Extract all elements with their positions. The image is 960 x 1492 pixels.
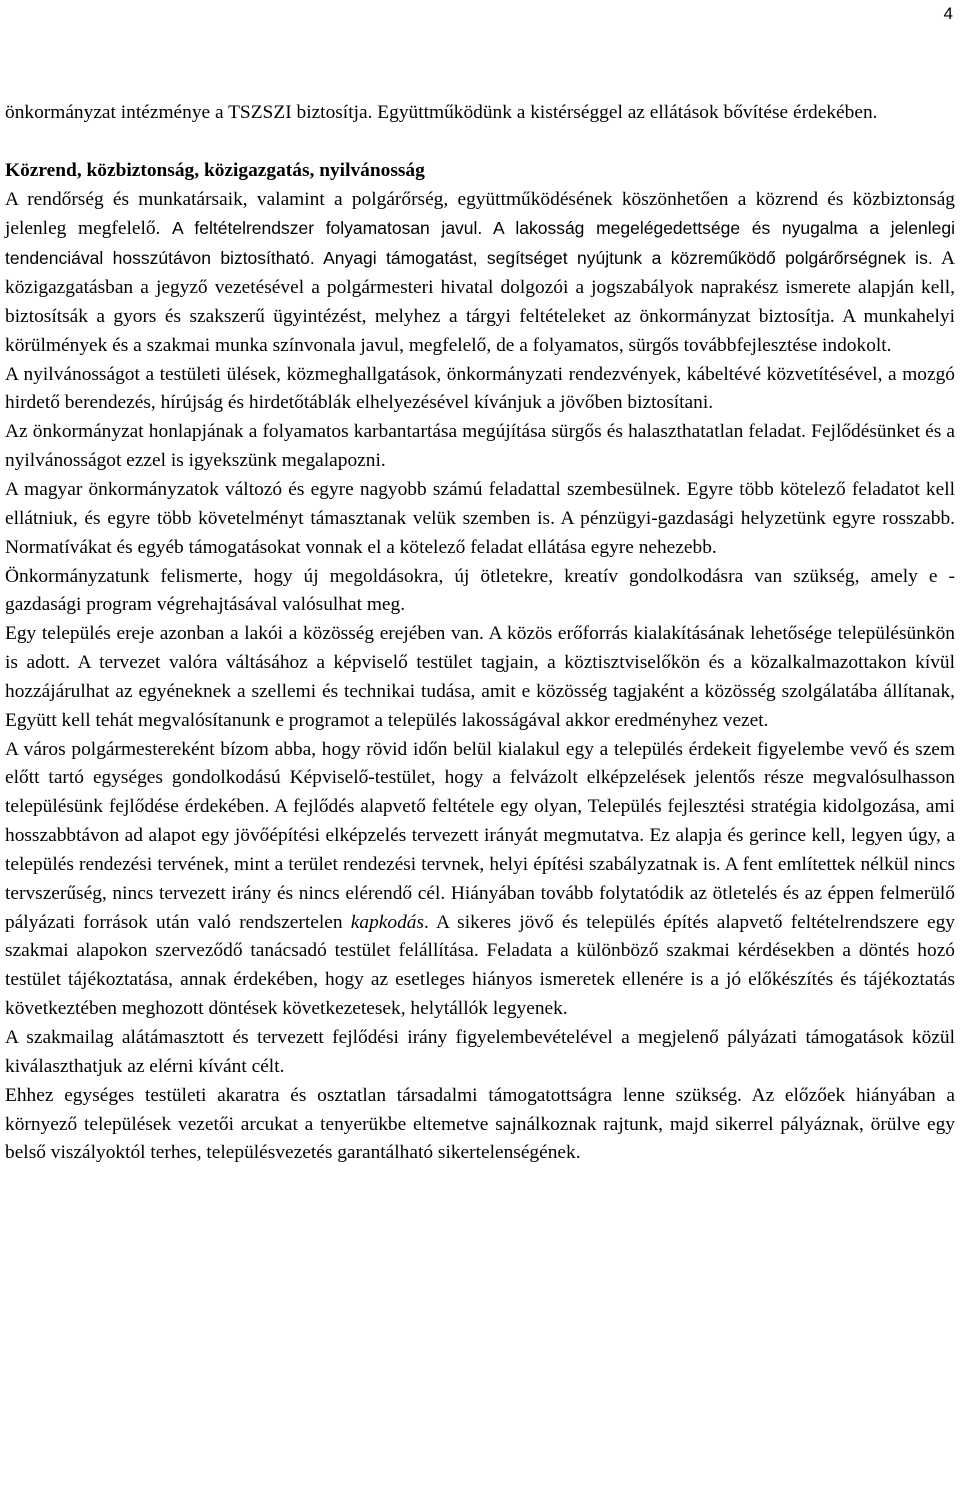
paragraph-public-order <box>5 186 955 361</box>
paragraph-website: Az önkormányzat honlapjának a folyamatos karbantartása megújítása sürgős és halaszthatatlan feladat. Fejlődésünket és a nyilvánosságot ezzel is igyekszünk megalapozni. <box>5 421 955 472</box>
document-body <box>5 99 955 1168</box>
paragraph-mayor-vision <box>5 736 955 1024</box>
paragraph-development-direction: A szakmailag alátámasztott és tervezett fejlődési irány figyelembevételével a megjelenő pályázati támogatások közül kiválaszthatjuk az elérni kívánt célt. <box>5 1027 955 1077</box>
mayor-vision-italic: kapkodás <box>350 911 425 933</box>
paragraph-intro: önkormányzat intézménye a TSZSZI biztosítja. Együttműködünk a kistérséggel az ellátások bővítése érdekében. <box>5 102 878 123</box>
section-heading: Közrend, közbiztonság, közigazgatás, nyilvánosság <box>5 159 425 181</box>
paragraph-publicity: A nyilvánosságot a testületi ülések, közmeghallgatások, önkormányzati rendezvények, kábeltévé közvetítésével, a mozgó hirdető berendezés, hírújság és hirdetőtáblák elhelyezésével kívánjuk a jövőben biztosítani. <box>5 363 955 414</box>
page-number: 4 <box>943 4 953 23</box>
public-order-text-1: A rendőrség és munkatársaik, valamint a polgárőrség, együttműködésének köszönhetően a közrend és közbiztonság jelenleg megfelelő. <box>5 188 955 240</box>
paragraph-municipalities: A magyar önkormányzatok változó és egyre nagyobb számú feladattal szembesülnek. Egyre több kötelező feladatot kell ellátniuk, és egyre több követelményt támasztanak velük szemben is. A pénzügyi-gazdasági helyzetünk egyre rosszabb. Normatívákat és egyéb támogatásokat vonnak el a kötelező feladat ellátása egyre nehezebb. <box>5 478 955 558</box>
paragraph-community: Egy település ereje azonban a lakói a közösség erejében van. A közös erőforrás kialakításának lehetősége településünkön is adott. A tervezet valóra váltásához a képviselő testület tagjain, a köztisztviselőkön és a közalkalmazottakon kívül hozzájárulhat az egyéneknek a szellemi és technikai tudása, amit e közösség tagjaként a közösség szolgálatába állítanak, Együtt kell tehát megvalósítanunk e programot a település lakosságával akkor eredményhez vezet. <box>5 623 955 731</box>
paragraph-new-solutions: Önkormányzatunk felismerte, hogy új megoldásokra, új ötletekre, kreatív gondolkodásra van szükség, amely e - gazdasági program végrehajtásával valósulhat meg. <box>5 565 955 616</box>
paragraph-unity: Ehhez egységes testületi akaratra és osztatlan társadalmi támogatottságra lenne szükség. Az előzőek hiányában a környező települések vezetői arcukat a tenyerükbe eltemetve sajnálkoznak rajtunk, majd sikerrel pályáznak, örülve egy belső viszályoktól terhes, településvezetés garantálható sikertelenségének. <box>5 1084 955 1164</box>
mayor-vision-text-1: A város polgármestereként bízom abba, hogy rövid időn belül kialakul egy a település érdekeit figyelembe vevő és szem előtt tartó egységes gondolkodású Képviselő-testület, hogy a felvázolt elképzelések jelentős része megvalósulhasson településünk fejlődése érdekében. A fejlődés alapvető feltétele egy olyan, Település fejlesztési stratégia kidolgozása, ami hosszabbtávon ad alapot egy jövőépítési elképzelés tervezett irányát megmutatva. Ez alapja és gerince kell, legyen úgy, a település rendezési tervének, mint a terület rendezési tervnek, helyi építési szabályzatnak is. A fent említettek nélkül nincs tervszerűség, nincs tervezett irány és nincs elérendő cél. Hiányában tovább folytatódik az ötletelés és az éppen felmerülő pályázati források után való rendszertelen <box>5 738 955 933</box>
mayor-vision-text-2: . A sikeres jövő és település építés alapvető feltételrendszere egy szakmai alapokon szerveződő tanácsadó testület felállítása. Feladata a különböző szakmai kérdésekben a döntés hozó testület tájékoztatása, annak érdekében, hogy az esetleges hiányos ismeretek ellenére is a jó előkészítés és tájékoztatás következtében meghozott döntések következetesek, helytállók legyenek. <box>5 911 955 1020</box>
public-order-text-3: A közigazgatásban a jegyző vezetésével a polgármesteri hivatal dolgozói a jogszabályok naprakész ismerete alapján kell, biztosítsák a gyors és szakszerű ügyintézést, melyhez a tárgyi feltételeket az önkormányzat biztosítja. A munkahelyi körülmények és a szakmai munka színvonala javul, megfelelő, de a folyamatos, sürgős továbbfejlesztése indokolt. <box>5 248 956 356</box>
public-order-text-2: A feltételrendszer folyamatosan javul. A lakosság megelégedettsége és nyugalma a jelenlegi tendenciával hosszútávon biztosítható. Anyagi támogatást, segítséget nyújtunk a közreműködő polgárőrségnek is. <box>5 218 955 269</box>
